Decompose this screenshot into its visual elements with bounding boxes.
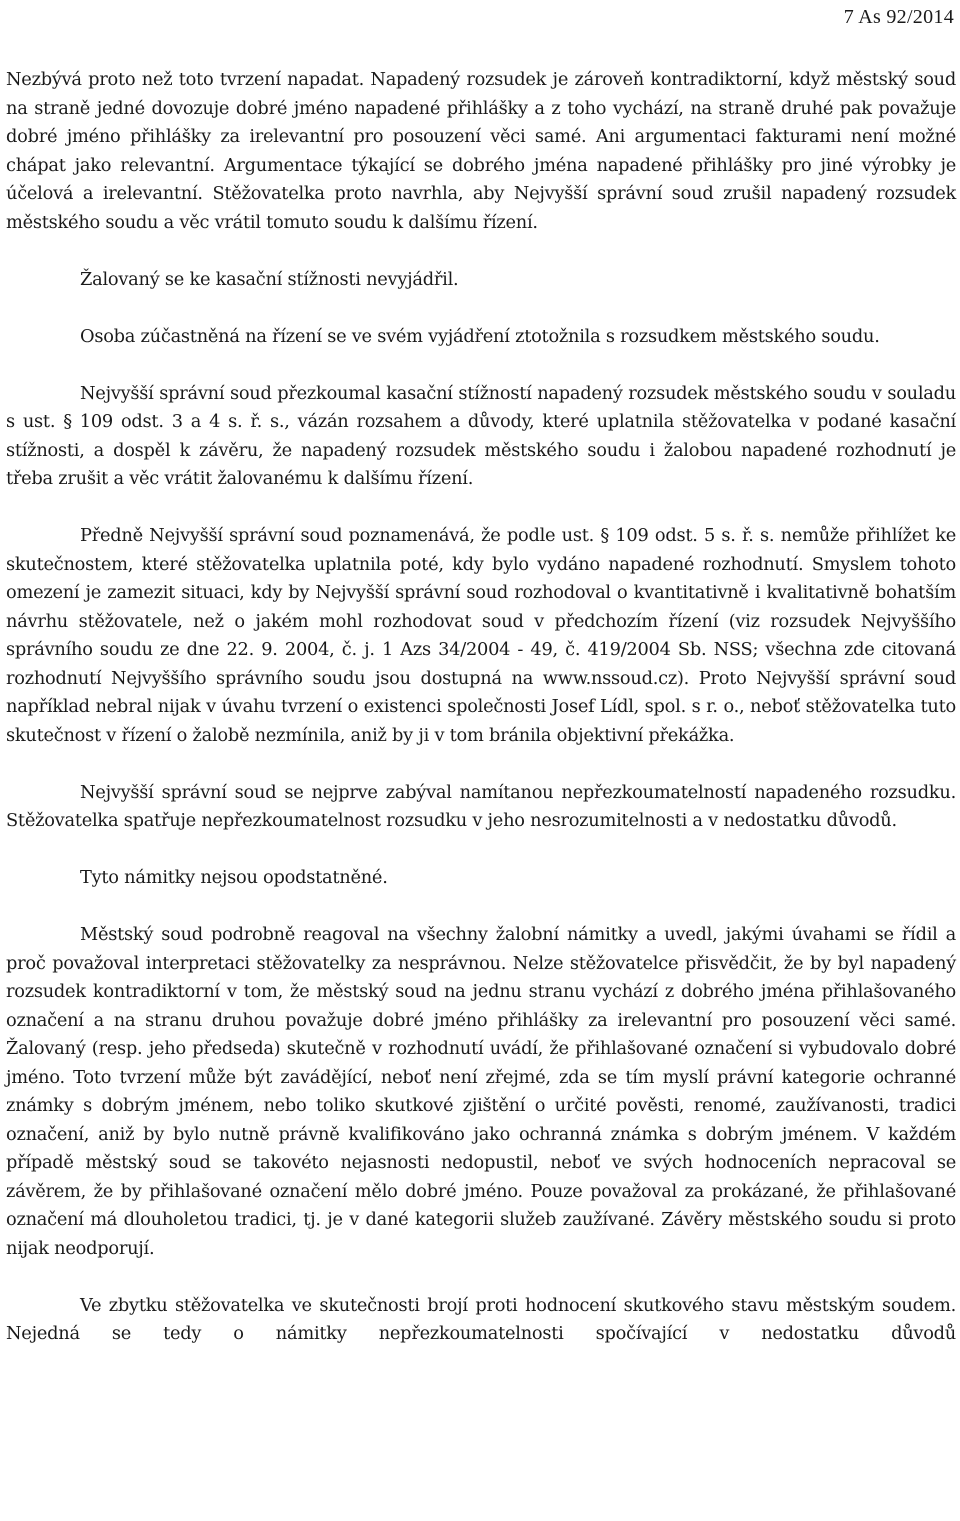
document-body (6, 66, 956, 1349)
paragraph-objections-unfounded: Tyto námitky nejsou opodstatněné. (80, 867, 388, 888)
paragraph-intervener-response: Osoba zúčastněná na řízení se ve svém vyjádření ztotožnila s rozsudkem městského soudu. (80, 325, 880, 347)
paragraph-unreviewability-claim: Nejvyšší správní soud se nejprve zabýval namítanou nepřezkoumatelností napadeného rozsudku. Stěžovatelka spatřuje nepřezkoumatelnost rozsudku v jeho nesrozumitelnosti a v nedostatku důvodů. (6, 781, 956, 831)
page-number: 7 As 92/2014 (843, 6, 954, 28)
paragraph-complainant-arguments: Nezbývá proto než toto tvrzení napadat. Napadený rozsudek je zároveň kontradiktorní, když městský soud na straně jedné dovozuje dobré jméno napadené přihlášky a z toho vychází, na straně druhé pak považuje dobré jméno přihlášky za irelevantní pro posouzení věci samé. Ani argumentaci fakturami není možné chápat jako relevantní. Argumentace týkající se dobrého jména napadené přihlášky pro jiné výrobky je účelová a irelevantní. Stěžovatelka proto navrhla, aby Nejvyšší správní soud zrušil napadený rozsudek městského soudu a věc vrátil tomuto soudu k dalšímu řízení. (6, 69, 956, 233)
paragraph-court-review: Nejvyšší správní soud přezkoumal kasační stížností napadený rozsudek městského soudu v souladu s ust. § 109 odst. 3 a 4 s. ř. s., vázán rozsahem a důvody, které uplatnila stěžovatelka v podané kasační stížnosti, a dospěl k závěru, že napadený rozsudek městského soudu i žalobou napadené rozhodnutí je třeba zrušit a věc vrátit žalovanému k dalšímu řízení. (6, 382, 956, 489)
paragraph-new-facts-restriction: Předně Nejvyšší správní soud poznamenává, že podle ust. § 109 odst. 5 s. ř. s. nemůže přihlížet ke skutečnostem, které stěžovatelka uplatnila poté, kdy bylo vydáno napadené rozhodnutí. Smyslem tohoto omezení je zamezit situaci, kdy by Nejvyšší správní soud rozhodoval o kvantitativně i kvalitativně bohatším návrhu stěžovatele, než o jakém mohl rozhodovat soud v předchozím řízení (viz rozsudek Nejvyššího správního soudu ze dne 22. 9. 2004, č. j. 1 Azs 34/2004 - 49, č. 419/2004 Sb. NSS; všechna zde citovaná rozhodnutí Nejvyššího správního soudu jsou dostupná na www.nssoud.cz). Proto Nejvyšší správní soud například nebral nijak v úvahu tvrzení o existenci společnosti Josef Lídl, spol. s r. o., neboť stěžovatelka tuto skutečnost v řízení o žalobě nezmínila, aniž by ji v tom bránila objektivní překážka. (6, 525, 956, 746)
paragraph-defendant-no-response: Žalovaný se ke kasační stížnosti nevyjádřil. (80, 268, 459, 290)
paragraph-city-court-reasoning: Městský soud podrobně reagoval na všechny žalobní námitky a uvedl, jakými úvahami se řídil a proč považoval interpretaci stěžovatelky za nesprávnou. Nelze stěžovatelce přisvědčit, že by byl napadený rozsudek kontradiktorní v tom, že městský soud na jednu stranu vychází z dobrého jména přihlašovaného označení a na stranu druhou považuje dobré jméno přihlášky za irelevantní pro posouzení věci samé. Žalovaný (resp. jeho předseda) skutečně v rozhodnutí uvádí, že přihlašované označení si vybudovalo dobré jméno. Toto tvrzení může být zavádějící, neboť není zřejmé, zda se tím myslí právní kategorie ochranné známky s dobrým jménem, nebo toliko skutkové zjištění o určité pověsti, renomé, zaužívanosti, tradici označení, aniž by bylo nutně právně kvalifikováno jako ochranná známka s dobrým jménem. V každém případě městský soud se takovéto nejasnosti nedopustil, neboť ve svých hodnoceních nepracoval se závěrem, že by přihlašované označení mělo dobré jméno. Pouze považoval za prokázané, že přihlašované označení má dlouholetou tradici, tj. je v dané kategorii služeb zaužívané. Závěry městského soudu si proto nijak neodporují. (6, 924, 956, 1259)
paragraph-remaining-objections: Ve zbytku stěžovatelka ve skutečnosti brojí proti hodnocení skutkového stavu městským soudem. Nejedná se tedy o námitky nepřezkoumatelnosti spočívající v nedostatku důvodů (6, 1294, 956, 1344)
